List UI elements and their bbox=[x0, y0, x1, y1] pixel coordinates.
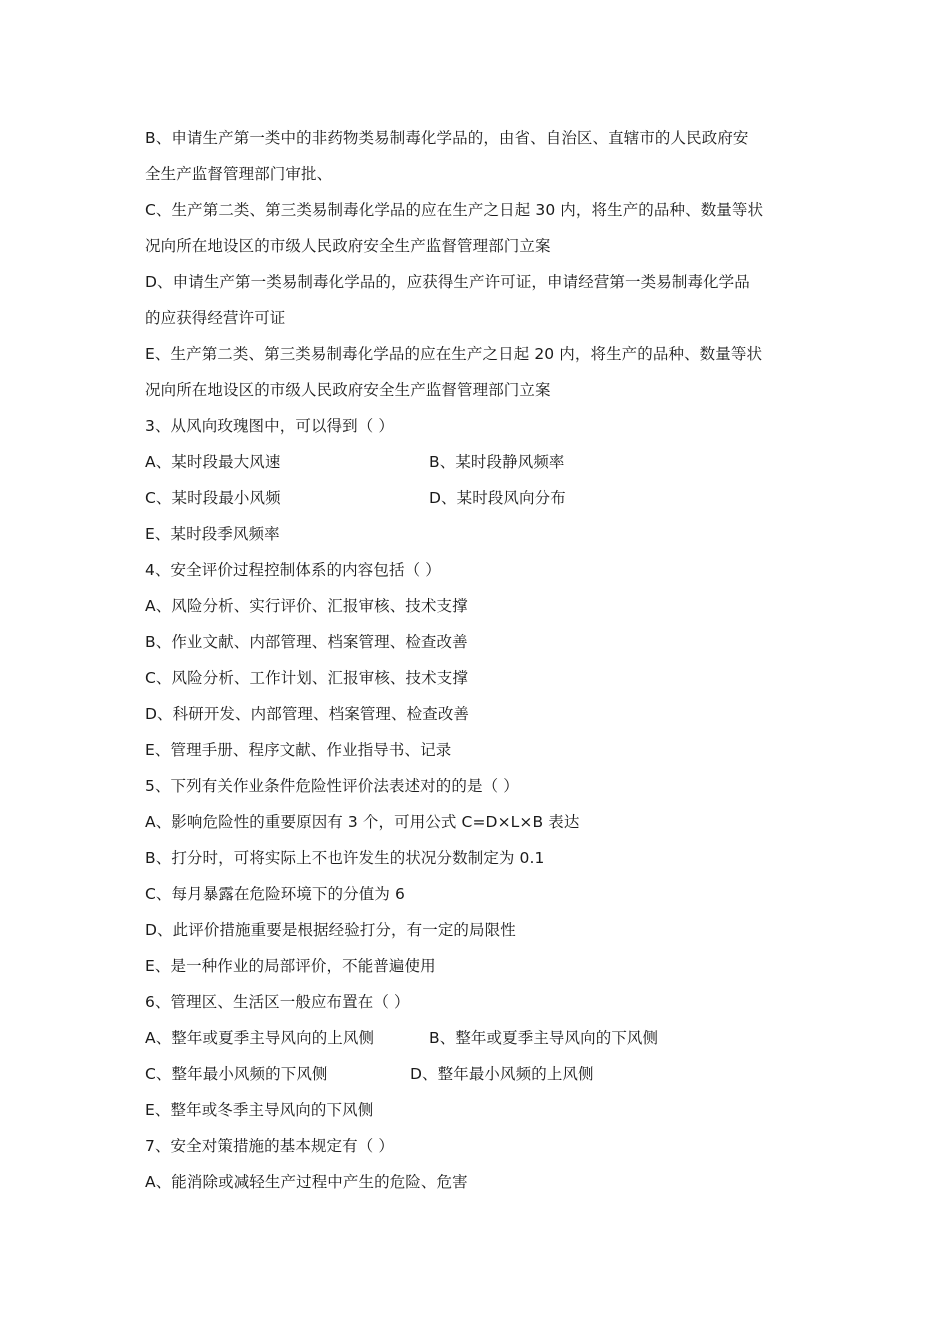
option-6e: E、整年或冬季主导风向的下风侧 bbox=[145, 1101, 374, 1119]
question-5: 5、下列有关作业条件危险性评价法表述对的的是（ ） bbox=[145, 777, 519, 795]
option-3e: E、某时段季风频率 bbox=[145, 525, 280, 543]
option-4b: B、作业文献、内部管理、档案管理、检查改善 bbox=[145, 633, 468, 651]
option-2d-line-1: D、申请生产第一类易制毒化学品的，应获得生产许可证，申请经营第一类易制毒化学品 bbox=[145, 273, 750, 291]
option-3c: C、某时段最小风频 bbox=[145, 489, 281, 507]
option-5d: D、此评价措施重要是根据经验打分，有一定的局限性 bbox=[145, 921, 516, 939]
option-3d: D、某时段风向分布 bbox=[429, 489, 566, 507]
question-3: 3、从风向玫瑰图中，可以得到（ ） bbox=[145, 417, 394, 435]
option-5c: C、每月暴露在危险环境下的分值为 6 bbox=[145, 885, 405, 903]
option-2e-line-1: E、生产第二类、第三类易制毒化学品的应在生产之日起 20 内，将生产的品种、数量等状 bbox=[145, 345, 763, 363]
question-7: 7、安全对策措施的基本规定有（ ） bbox=[145, 1137, 394, 1155]
option-5a: A、影响危险性的重要原因有 3 个，可用公式 C=D×L×B 表达 bbox=[145, 813, 580, 831]
question-4: 4、安全评价过程控制体系的内容包括（ ） bbox=[145, 561, 441, 579]
option-6a: A、整年或夏季主导风向的上风侧 bbox=[145, 1029, 375, 1047]
option-6c: C、整年最小风频的下风侧 bbox=[145, 1065, 328, 1083]
option-5b: B、打分时，可将实际上不也许发生的状况分数制定为 0.1 bbox=[145, 849, 545, 867]
document-body bbox=[145, 120, 815, 1200]
option-6b: B、整年或夏季主导风向的下风侧 bbox=[429, 1029, 659, 1047]
option-4d: D、科研开发、内部管理、档案管理、检查改善 bbox=[145, 705, 470, 723]
option-2c-line-2: 况向所在地设区的市级人民政府安全生产监督管理部门立案 bbox=[145, 237, 551, 255]
option-4a: A、风险分析、实行评价、汇报审核、技术支撑 bbox=[145, 597, 468, 615]
option-3a: A、某时段最大风速 bbox=[145, 453, 281, 471]
option-2b-line-1: B、申请生产第一类中的非药物类易制毒化学品的，由省、自治区、直辖市的人民政府安 bbox=[145, 129, 749, 147]
option-2e-line-2: 况向所在地设区的市级人民政府安全生产监督管理部门立案 bbox=[145, 381, 551, 399]
option-4e: E、管理手册、程序文献、作业指导书、记录 bbox=[145, 741, 452, 759]
option-3b: B、某时段静风频率 bbox=[429, 453, 565, 471]
option-2d-line-2: 的应获得经营许可证 bbox=[145, 309, 286, 327]
question-3-options-cd bbox=[145, 480, 815, 516]
option-6d: D、整年最小风频的上风侧 bbox=[410, 1065, 594, 1083]
question-3-options-ab bbox=[145, 444, 815, 480]
question-6: 6、管理区、生活区一般应布置在（ ） bbox=[145, 993, 410, 1011]
option-5e: E、是一种作业的局部评价，不能普遍使用 bbox=[145, 957, 436, 975]
option-4c: C、风险分析、工作计划、汇报审核、技术支撑 bbox=[145, 669, 468, 687]
option-7a: A、能消除或减轻生产过程中产生的危险、危害 bbox=[145, 1173, 468, 1191]
question-6-options-ab bbox=[145, 1020, 815, 1056]
question-6-options-cd bbox=[145, 1056, 815, 1092]
option-2b-line-2: 全生产监督管理部门审批、 bbox=[145, 165, 333, 183]
option-2c-line-1: C、生产第二类、第三类易制毒化学品的应在生产之日起 30 内，将生产的品种、数量等状 bbox=[145, 201, 764, 219]
